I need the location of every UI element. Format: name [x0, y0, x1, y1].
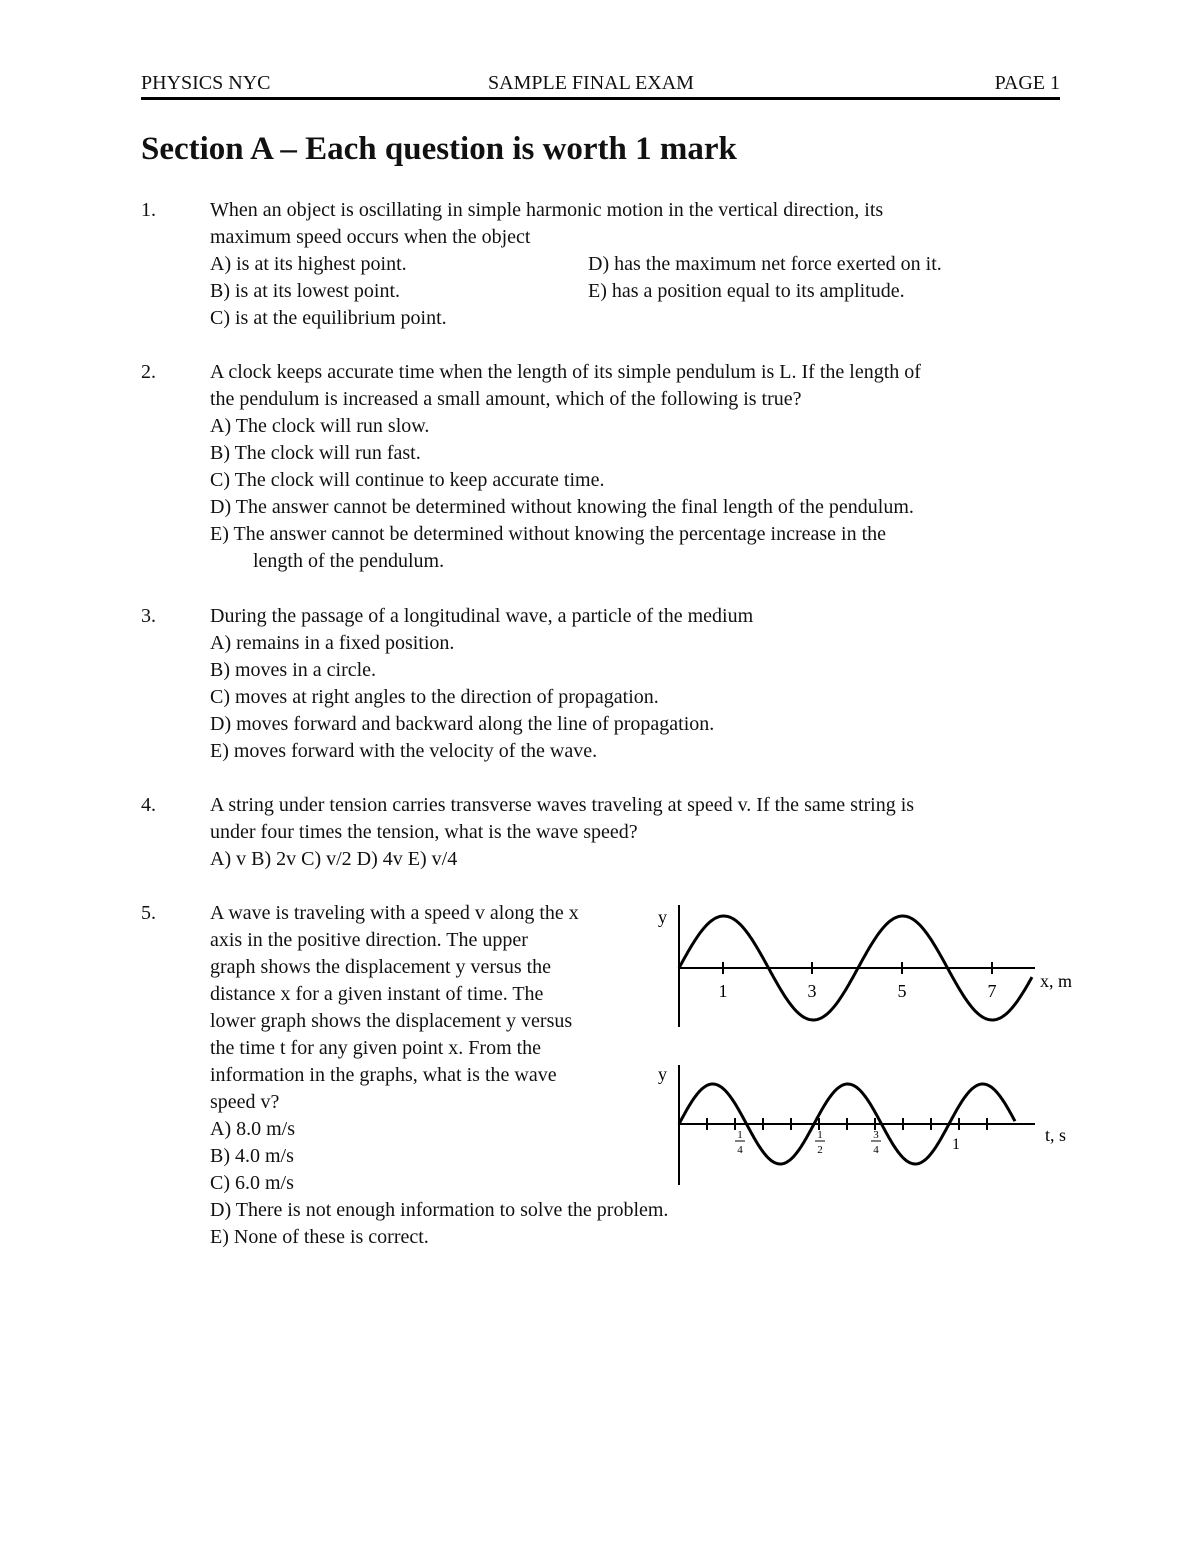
- lower-tick-label-half: [815, 1129, 825, 1156]
- option-e: E) None of these is correct.: [210, 1226, 429, 1248]
- header-rule: [141, 97, 1060, 100]
- question-text-line: A string under tension carries transverse waves traveling at speed v. If the same string is: [210, 794, 915, 816]
- question-3: [141, 603, 1071, 765]
- wave-graphs: [640, 895, 1090, 1185]
- option-a: A) The clock will run slow.: [210, 415, 430, 437]
- svg-text:4: 4: [737, 1144, 743, 1156]
- question-text-line: A clock keeps accurate time when the length of its simple pendulum is L. If the length of: [210, 361, 921, 383]
- question-text-line: information in the graphs, what is the wave: [210, 1064, 557, 1086]
- option-d: D) The answer cannot be determined without knowing the final length of the pendulum.: [210, 496, 914, 518]
- question-text-line: axis in the positive direction. The upper: [210, 929, 528, 951]
- question-number: 2.: [141, 361, 156, 383]
- upper-graph: [658, 905, 1072, 1027]
- question-text-line: distance x for a given instant of time. The: [210, 983, 544, 1005]
- question-4: [141, 792, 1071, 873]
- option-e: E) moves forward with the velocity of the wave.: [210, 740, 598, 762]
- lower-tick-label-three-quarters: [871, 1129, 881, 1156]
- option-b: B) The clock will run fast.: [210, 442, 421, 464]
- option-c: C) moves at right angles to the direction of propagation.: [210, 686, 659, 708]
- question-text-line: maximum speed occurs when the object: [210, 226, 531, 248]
- section-title: Section A – Each question is worth 1 mark: [141, 131, 737, 167]
- question-number: 4.: [141, 794, 156, 816]
- header-course: PHYSICS NYC: [141, 72, 271, 94]
- option-a: A) 8.0 m/s: [210, 1118, 295, 1140]
- option-b: B) is at its lowest point.: [210, 280, 400, 302]
- option-d: D) moves forward and backward along the line of propagation.: [210, 713, 715, 735]
- question-1: [141, 197, 1071, 332]
- upper-tick-label-3: 3: [807, 981, 817, 1001]
- option-c: C) 6.0 m/s: [210, 1172, 294, 1194]
- lower-graph: [658, 1064, 1066, 1185]
- question-number: 5.: [141, 902, 156, 924]
- header-title: SAMPLE FINAL EXAM: [488, 72, 694, 94]
- question-number: 3.: [141, 605, 156, 627]
- option-b: B) moves in a circle.: [210, 659, 377, 681]
- upper-x-axis-label: x, m: [1040, 971, 1073, 991]
- question-text-line: lower graph shows the displacement y versus: [210, 1010, 573, 1032]
- option-a: A) remains in a fixed position.: [210, 632, 455, 654]
- lower-y-axis-label: y: [658, 1064, 667, 1084]
- question-text-line: When an object is oscillating in simple harmonic motion in the vertical direction, its: [210, 199, 884, 221]
- lower-tick-label-one: 1: [952, 1136, 960, 1153]
- svg-text:3: 3: [873, 1129, 879, 1141]
- header-page-number: PAGE 1: [994, 72, 1060, 94]
- question-text-line: graph shows the displacement y versus the: [210, 956, 552, 978]
- svg-text:1: 1: [817, 1129, 823, 1141]
- upper-tick-label-5: 5: [897, 981, 907, 1001]
- question-text-line: speed v?: [210, 1091, 280, 1113]
- option-e: E) has a position equal to its amplitude.: [588, 280, 905, 302]
- answer-options: A) v B) 2v C) v/2 D) 4v E) v/4: [210, 848, 458, 870]
- option-d: D) There is not enough information to solve the problem.: [210, 1199, 669, 1221]
- upper-tick-label-1: 1: [718, 981, 728, 1001]
- question-text-line: the time t for any given point x. From the: [210, 1037, 542, 1059]
- option-e-continued: length of the pendulum.: [253, 550, 445, 572]
- upper-tick-label-7: 7: [987, 981, 997, 1001]
- question-text-line: the pendulum is increased a small amount, which of the following is true?: [210, 388, 802, 410]
- option-c: C) is at the equilibrium point.: [210, 307, 447, 329]
- question-text-line: During the passage of a longitudinal wave, a particle of the medium: [210, 605, 754, 627]
- lower-tick-label-quarter: [735, 1129, 745, 1156]
- question-text-line: under four times the tension, what is the wave speed?: [210, 821, 638, 843]
- lower-x-axis-label: t, s: [1045, 1125, 1067, 1145]
- option-e: E) The answer cannot be determined without knowing the percentage increase in the: [210, 523, 887, 545]
- question-number: 1.: [141, 199, 156, 221]
- upper-y-axis-label: y: [658, 907, 667, 927]
- option-a: A) is at its highest point.: [210, 253, 407, 275]
- option-b: B) 4.0 m/s: [210, 1145, 294, 1167]
- question-2: [141, 359, 1071, 575]
- question-text-line: A wave is traveling with a speed v along the x: [210, 902, 579, 924]
- option-c: C) The clock will continue to keep accurate time.: [210, 469, 605, 491]
- option-d: D) has the maximum net force exerted on it.: [588, 253, 942, 275]
- svg-text:1: 1: [737, 1129, 743, 1141]
- svg-text:4: 4: [873, 1144, 879, 1156]
- svg-text:2: 2: [817, 1144, 823, 1156]
